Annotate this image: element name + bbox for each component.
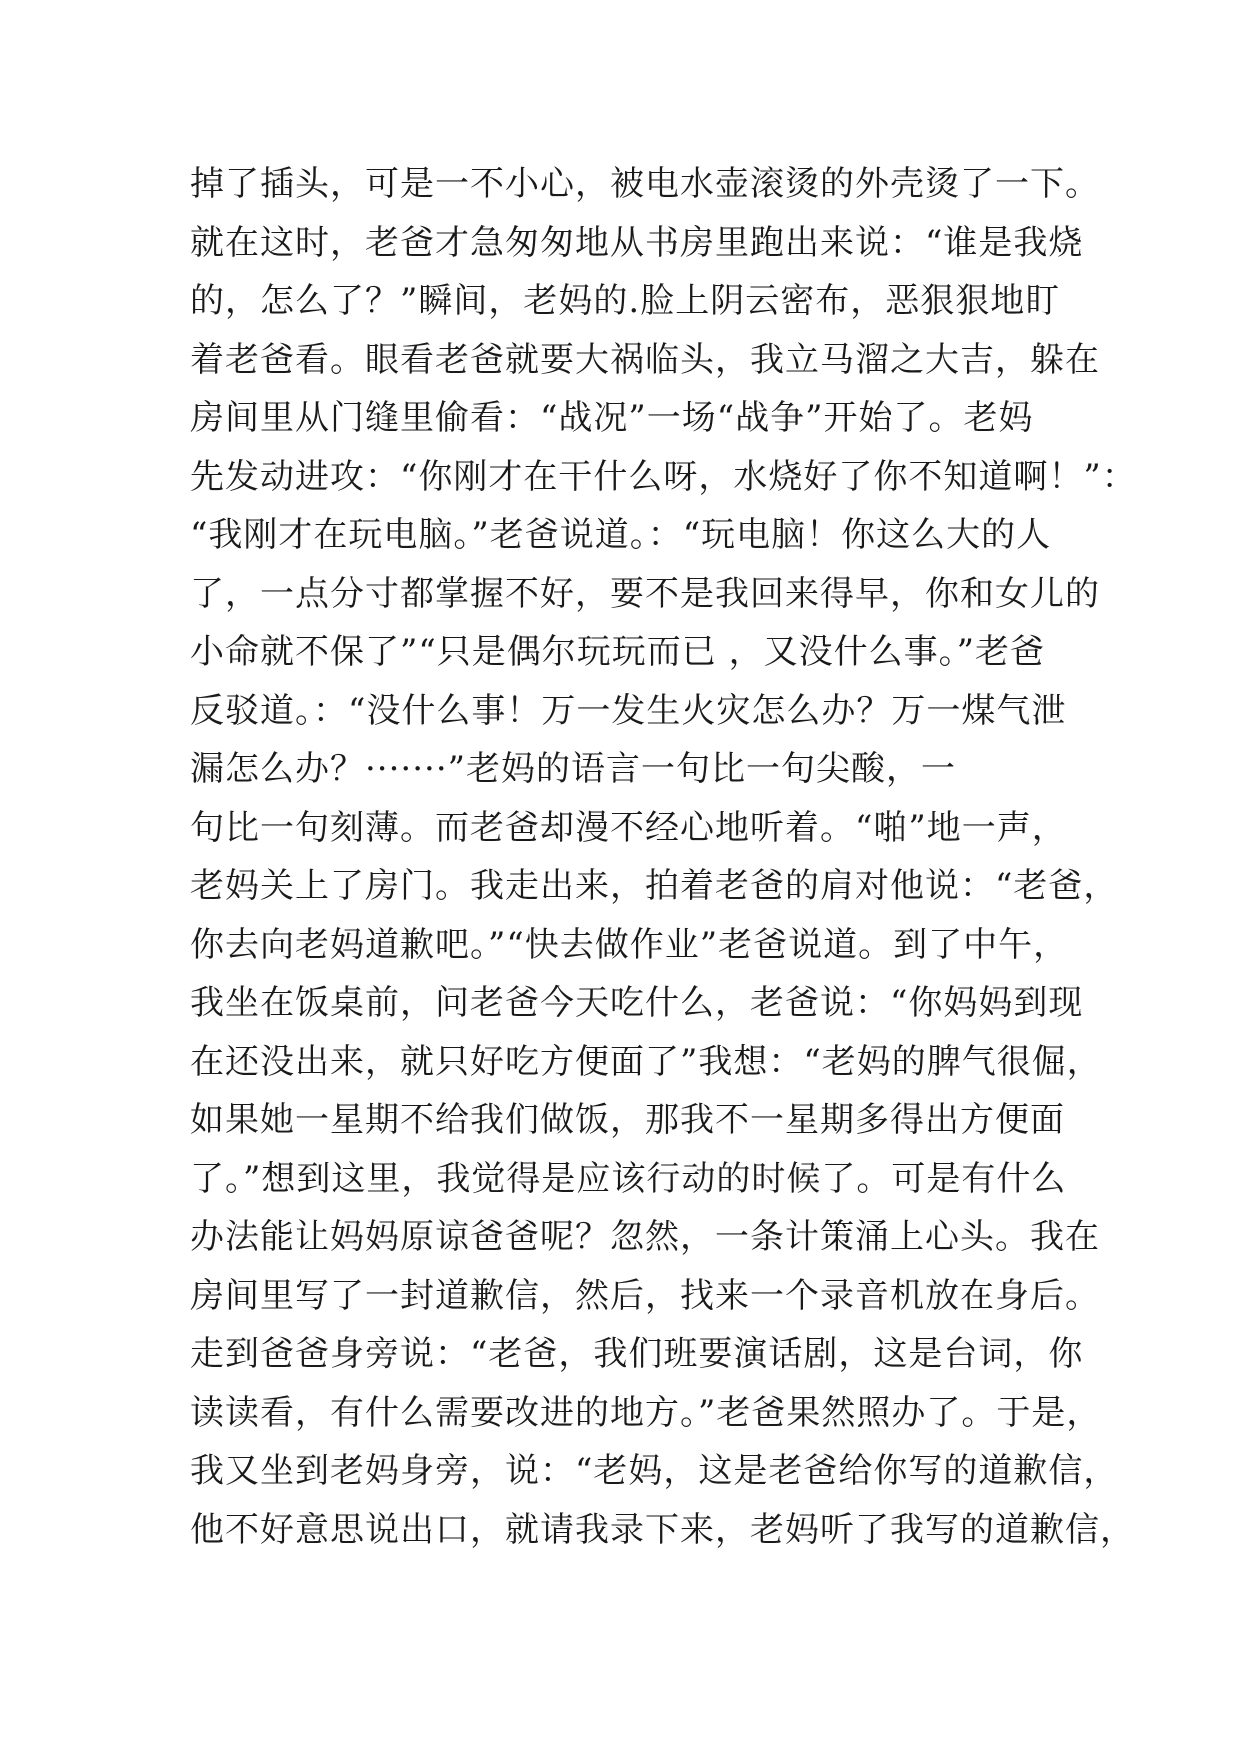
- text-line: 你去向老妈道歉吧。”“快去做作业”老爸说道。到了中午，: [190, 924, 1069, 965]
- text-line: 他不好意思说出口，就请我录下来，老妈听了我写的道歉信，: [190, 1509, 1135, 1550]
- text-line: 我坐在饭桌前，问老爸今天吃什么，老爸说：“你妈妈到现: [190, 983, 1084, 1023]
- text-line: 漏怎么办？·······”老妈的语言一句比一句尖酸，一: [190, 749, 957, 789]
- text-line: 走到爸爸身旁说：“老爸，我们班要演话剧，这是台词，你: [190, 1334, 1084, 1374]
- text-line: 房间里写了一封道歉信，然后，找来一个录音机放在身后。: [190, 1275, 1100, 1316]
- text-line: 了，一点分寸都掌握不好，要不是我回来得早，你和女儿的: [190, 573, 1100, 614]
- text-line: 反驳道。：“没什么事！万一发生火灾怎么办？万一煤气泄: [190, 690, 1067, 731]
- body-text: [190, 155, 1137, 1559]
- text-line: 我又坐到老妈身旁，说：“老妈，这是老爸给你写的道歉信，: [190, 1451, 1119, 1491]
- text-line: 着老爸看。眼看老爸就要大祸临头，我立马溜之大吉，躲在: [190, 339, 1100, 380]
- text-line: 读读看，有什么需要改进的地方。”老爸果然照办了。于是，: [190, 1392, 1102, 1433]
- text-line: 如果她一星期不给我们做饭，那我不一星期多得出方便面: [190, 1100, 1065, 1140]
- text-line: 掉了插头，可是一不小心，被电水壶滚烫的外壳烫了一下。: [190, 164, 1100, 204]
- text-line: 的，怎么了？”瞬间，老妈的.脸上阴云密布，恶狠狠地盯: [190, 281, 1061, 321]
- text-line: 了。”想到这里，我觉得是应该行动的时候了。可是有什么: [190, 1158, 1067, 1199]
- text-line: 句比一句刻薄。而老爸却漫不经心地听着。“啪”地一声，: [190, 807, 1067, 848]
- text-line: 在还没出来，就只好吃方便面了”我想：“老妈的脾气很倔，: [190, 1041, 1102, 1082]
- text-line: 先发动进攻：“你刚才在干什么呀，水烧好了你不知道啊！”：: [190, 456, 1137, 497]
- text-line: 小命就不保了”“只是偶尔玩玩而已 ，又没什么事。”老爸: [190, 632, 1045, 672]
- text-line: 办法能让妈妈原谅爸爸呢？忽然，一条计策涌上心头。我在: [190, 1217, 1100, 1257]
- text-line: 就在这时，老爸才急匆匆地从书房里跑出来说：“谁是我烧: [190, 222, 1084, 263]
- text-line: 房间里从门缝里偷看：“战况”一场“战争”开始了。老妈: [190, 398, 1034, 438]
- text-line: “我刚才在玩电脑。”老爸说道。：“玩电脑！你这么大的人: [190, 515, 1052, 555]
- text-line: 老妈关上了房门。我走出来，拍着老爸的肩对他说：“老爸，: [190, 866, 1119, 906]
